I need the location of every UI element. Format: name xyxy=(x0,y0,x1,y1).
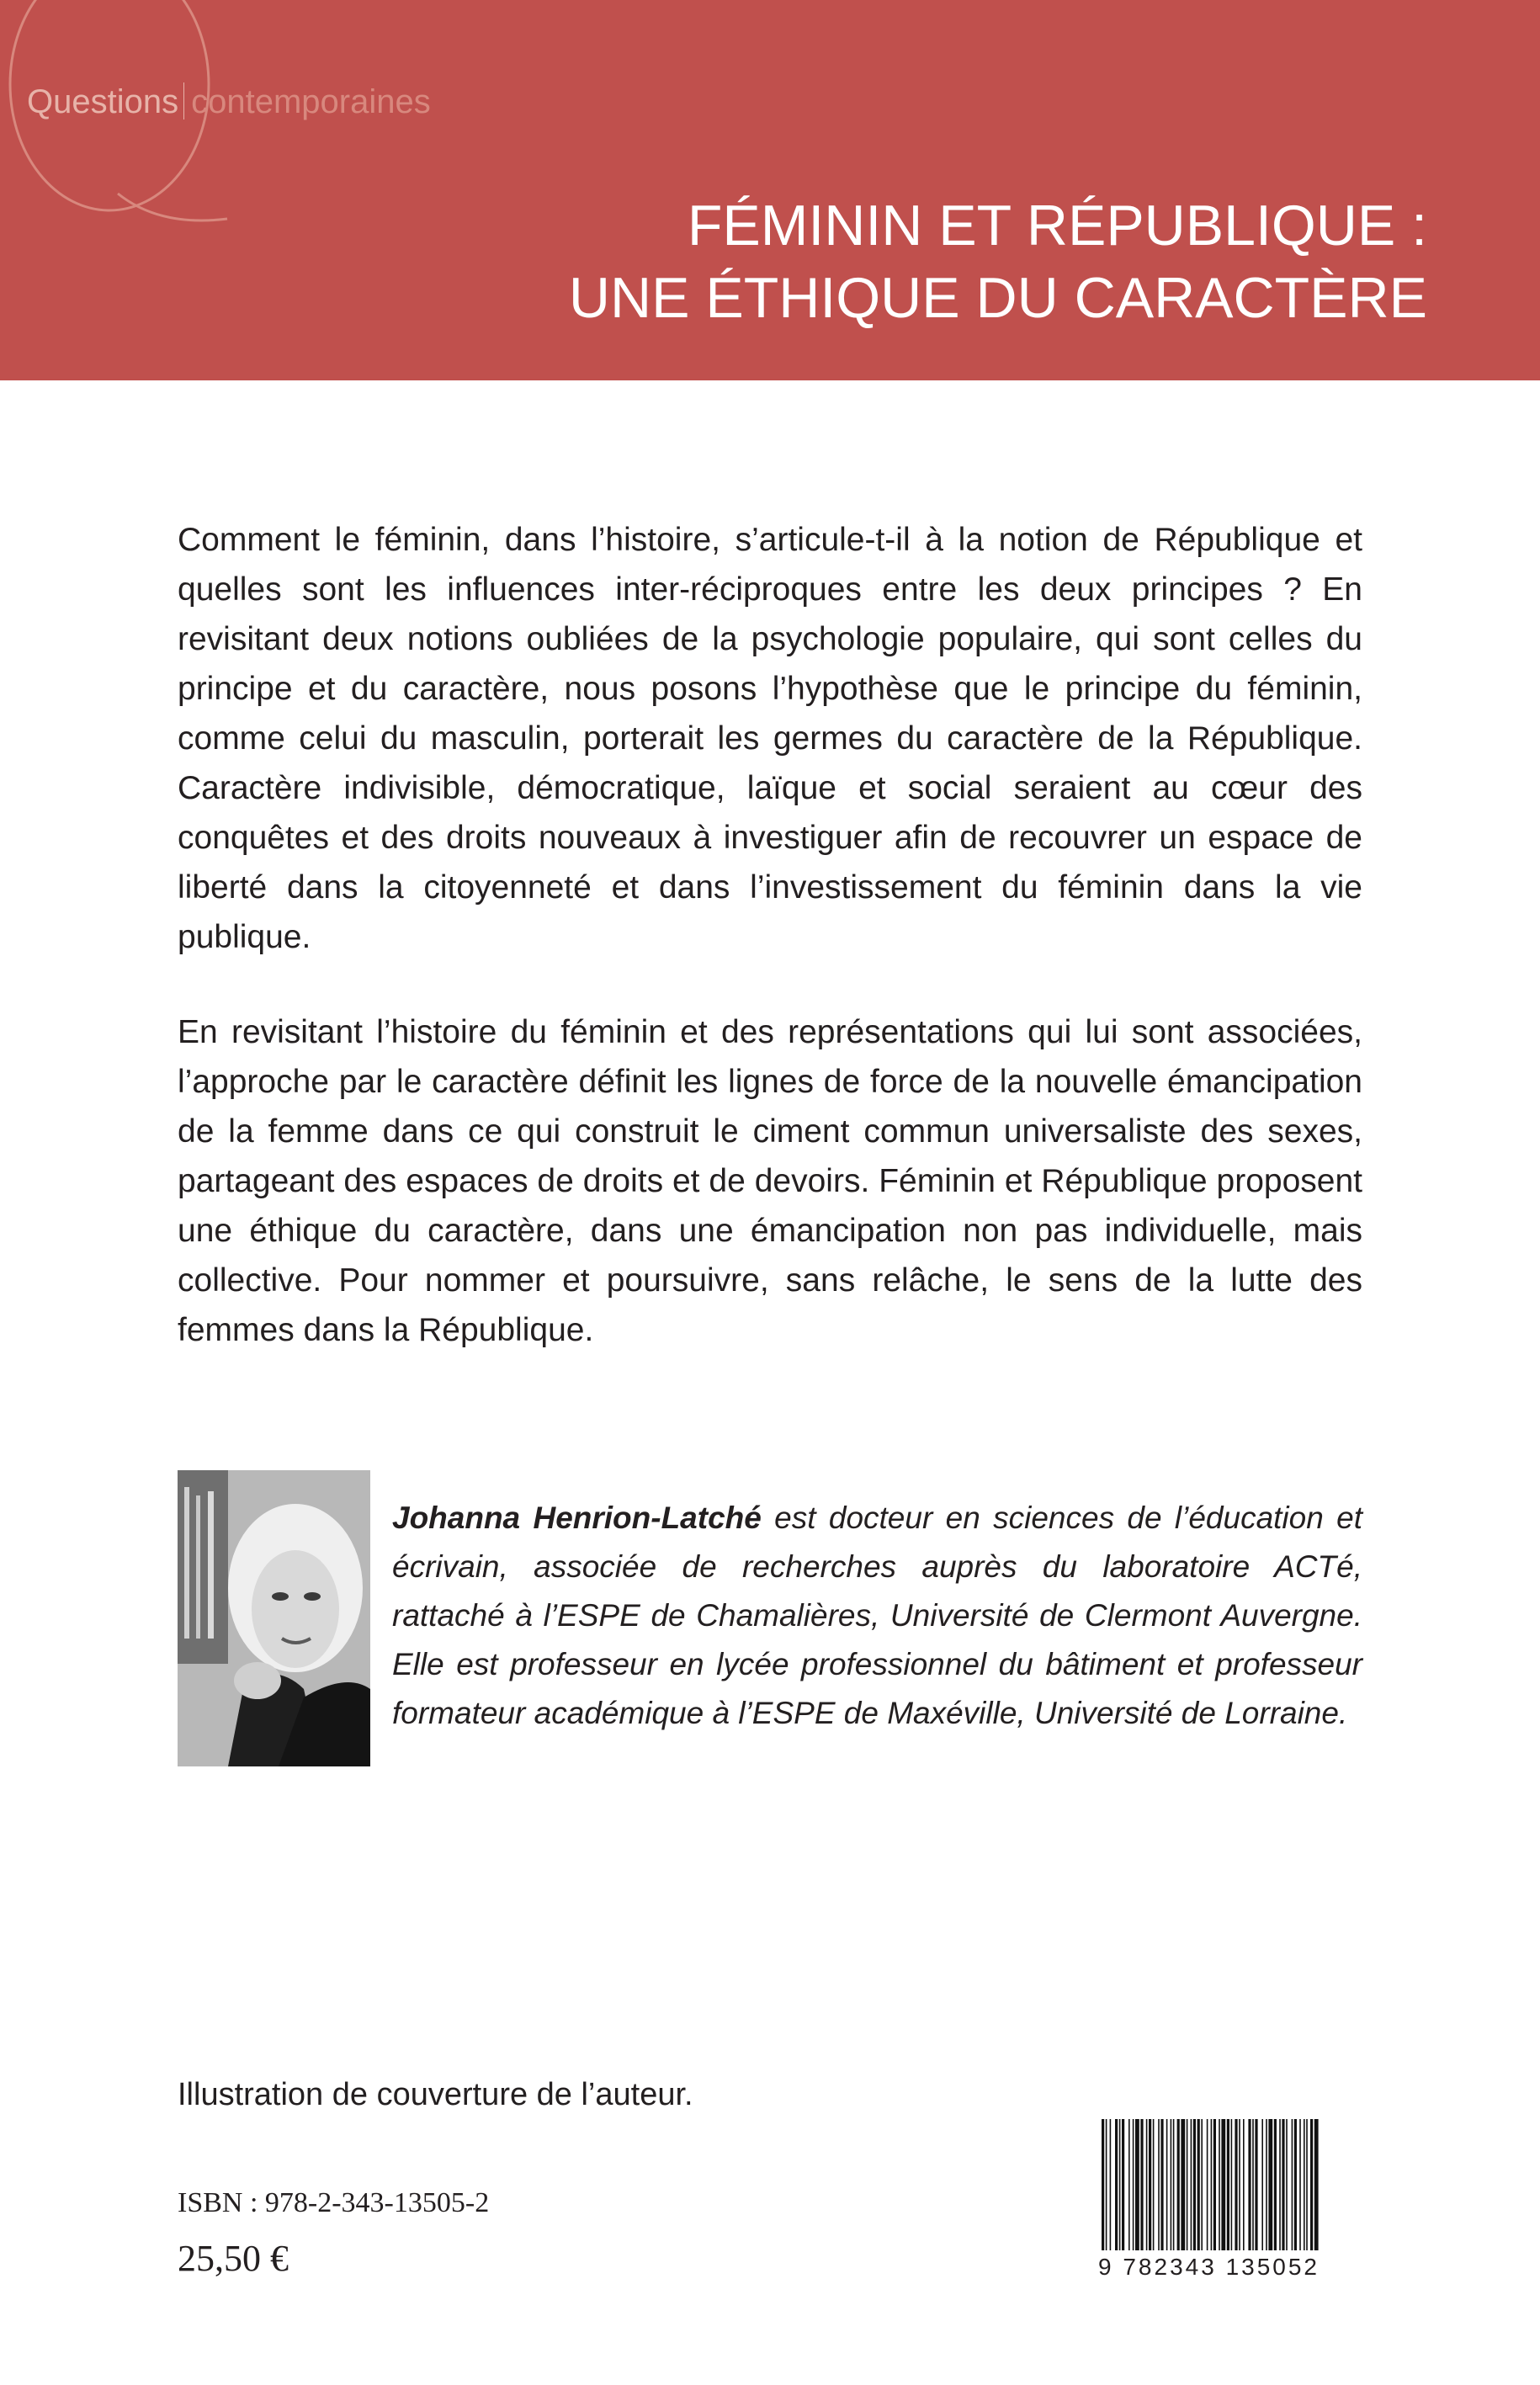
book-title xyxy=(569,189,1427,334)
barcode-bar xyxy=(1221,2119,1225,2250)
barcode-bar xyxy=(1274,2119,1277,2250)
barcode-bar xyxy=(1304,2119,1305,2250)
barcode-bar xyxy=(1248,2119,1251,2250)
barcode-bar xyxy=(1106,2119,1107,2250)
series-divider xyxy=(183,82,184,120)
barcode-bar xyxy=(1166,2119,1168,2250)
barcode-bar xyxy=(1239,2119,1240,2250)
barcode-bar xyxy=(1306,2119,1308,2250)
barcode-bar xyxy=(1191,2119,1192,2250)
barcode-bar xyxy=(1173,2119,1175,2250)
author-name: Johanna Henrion-Latché xyxy=(392,1501,762,1535)
barcode-bar xyxy=(1235,2119,1237,2250)
barcode-bar xyxy=(1133,2119,1134,2250)
barcode-bar xyxy=(1219,2119,1220,2250)
author-portrait-illustration xyxy=(178,1470,370,1766)
barcode-bar xyxy=(1213,2119,1216,2250)
barcode-bar xyxy=(1243,2119,1245,2250)
barcode-bar xyxy=(1122,2119,1124,2250)
barcode-bar xyxy=(1149,2119,1151,2250)
price: 25,50 € xyxy=(178,2238,289,2279)
series-word-questions: Questions xyxy=(27,83,179,120)
barcode-bar xyxy=(1294,2119,1297,2250)
header-band xyxy=(0,0,1540,380)
cover-credit: Illustration de couverture de l’auteur. xyxy=(178,2077,693,2112)
barcode-bar xyxy=(1181,2119,1185,2250)
title-line-1: FÉMININ ET RÉPUBLIQUE : xyxy=(687,194,1427,258)
barcode-bar xyxy=(1153,2119,1155,2250)
barcode-bar xyxy=(1261,2119,1263,2250)
barcode-bar xyxy=(1268,2119,1272,2250)
author-photo xyxy=(178,1470,370,1766)
author-bio xyxy=(392,1494,1362,1738)
barcode-bar xyxy=(1279,2119,1281,2250)
barcode-bar xyxy=(1314,2119,1319,2250)
barcode-bar xyxy=(1197,2119,1200,2250)
barcode-bar xyxy=(1160,2119,1163,2250)
barcode-bar xyxy=(1135,2119,1139,2250)
barcode-bar xyxy=(1252,2119,1254,2250)
barcode-bars xyxy=(1098,2119,1319,2250)
summary-paragraph-2: En revisitant l’histoire du féminin et des représentations qui lui sont associées, l’approche par le caractère définit les lignes de force de la nouvelle émancipation de la femme dans ce qui construit le ciment commun universaliste des sexes, partageant des espaces de droits et de devoirs. Féminin et République proposent une éthique du caractère, dans une émancipation non pas individuelle, mais collective. Pour nommer et poursuivre, sans relâche, le sens de la lutte des femmes dans la République. xyxy=(178,1014,1362,1348)
barcode-bar xyxy=(1266,2119,1267,2250)
barcode-bar xyxy=(1146,2119,1148,2250)
barcode-bar xyxy=(1286,2119,1288,2250)
barcode-bar xyxy=(1115,2119,1118,2250)
barcode-bar xyxy=(1282,2119,1284,2250)
barcode-bar xyxy=(1158,2119,1160,2250)
barcode-bar xyxy=(1140,2119,1143,2250)
barcode-bar xyxy=(1128,2119,1130,2250)
barcode-bar xyxy=(1187,2119,1188,2250)
barcode-bar xyxy=(1255,2119,1257,2250)
barcode-bar xyxy=(1171,2119,1172,2250)
author-bio-text: est docteur en sciences de l’éducation et écrivain, associée de recherches auprès du laboratoire ACTé, rattaché à l’ESPE de Chamalières, Université de Clermont Auvergne. Elle est professeur en lycée professionnel du bâtiment et professeur formateur académique à l’ESPE de Maxéville, Université de Lorraine. xyxy=(392,1501,1362,1730)
barcode-bar xyxy=(1110,2119,1112,2250)
title-line-2: UNE ÉTHIQUE DU CARACTÈRE xyxy=(568,266,1427,330)
barcode-bar xyxy=(1207,2119,1208,2250)
barcode-bar xyxy=(1211,2119,1213,2250)
isbn: ISBN : 978-2-343-13505-2 xyxy=(178,2187,490,2218)
barcode-bar xyxy=(1201,2119,1203,2250)
series-name xyxy=(27,82,431,121)
barcode xyxy=(1098,2119,1319,2287)
summary-paragraph-1: Comment le féminin, dans l’histoire, s’articule-t-il à la notion de République et quelles sont les influences inter-réciproques entre les deux principes ? En revisitant deux notions oubliées de la psychologie populaire, qui sont celles du principe et du caractère, nous posons l’hypothèse que le principe du féminin, comme celui du masculin, porterait les germes du caractère de la République. Caractère indivisible, démocratique, laïque et social seraient au cœur des conquêtes et des droits nouveaux à investiguer afin de recouvrer un espace de liberté dans la citoyenneté et dans l’investissement du féminin dans la vie publique. xyxy=(178,522,1362,955)
barcode-bar xyxy=(1231,2119,1233,2250)
barcode-bar xyxy=(1177,2119,1180,2250)
barcode-bar xyxy=(1310,2119,1313,2250)
barcode-bar xyxy=(1299,2119,1301,2250)
barcode-bar xyxy=(1292,2119,1293,2250)
barcode-bar xyxy=(1193,2119,1196,2250)
barcode-bar xyxy=(1227,2119,1229,2250)
barcode-bar xyxy=(1102,2119,1104,2250)
series-word-contemporaines: contemporaines xyxy=(191,83,431,120)
barcode-digits: 9 782343 135052 xyxy=(1098,2254,1320,2280)
barcode-bar xyxy=(1119,2119,1121,2250)
q-letter-logo xyxy=(0,0,244,286)
